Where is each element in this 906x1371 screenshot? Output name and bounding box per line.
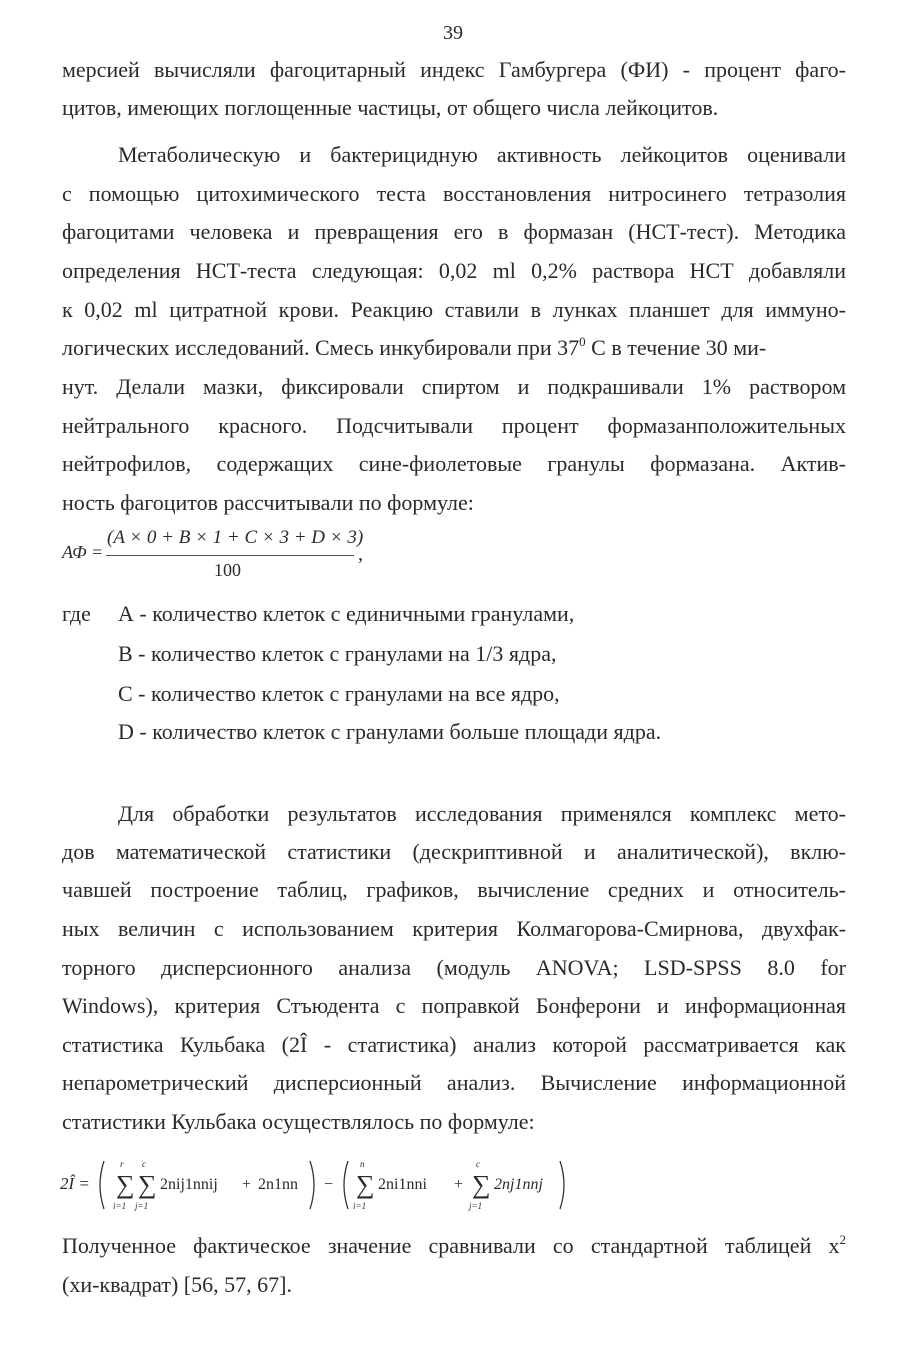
formula-denominator: 100 <box>214 560 241 580</box>
left-paren <box>344 1161 348 1209</box>
formula-kullback <box>60 1155 580 1215</box>
text-line: с помощью цитохимического теста восстановления нитросинего тетразолия <box>62 181 846 206</box>
fraction-bar <box>106 555 354 556</box>
text-line: (хи-квадрат) [56, 57, 67]. <box>62 1272 292 1297</box>
text-line: Windows), критерия Стъюдента с поправкой Бонферони и информационная <box>62 993 846 1018</box>
text-line: мерсией вычисляли фагоцитарный индекс Гамбургера (ФИ) - процент фаго- <box>62 57 846 82</box>
text-line: Для обработки результатов исследования применялся комплекс мето- <box>118 801 846 826</box>
text-line: определения НСТ-теста следующая: 0,02 ml 0,2% раствора НСТ добавляли <box>62 258 846 283</box>
text-line: ность фагоцитов рассчитывали по формуле: <box>62 490 474 515</box>
legend-item-c: С - количество клеток с гранулами на все ядро, <box>118 681 560 706</box>
page-number: 39 <box>443 22 463 44</box>
text-run: логических исследований. Смесь инкубировали при 37 <box>62 335 580 360</box>
text-line <box>62 334 846 362</box>
sum-symbol: ∑ <box>138 1170 157 1199</box>
formula-lhs: 2Î = <box>60 1174 90 1193</box>
formula-operator: − <box>324 1176 334 1193</box>
formula-numerator: (A × 0 + B × 1 + C × 3 + D × 3) <box>107 527 364 548</box>
legend-item-b: В - количество клеток с гранулами на 1/3 ядра, <box>118 641 557 666</box>
formula-term: 2n1nn <box>258 1176 298 1193</box>
text-line: нейтрального красного. Подсчитывали процент формазанположительных <box>62 413 846 438</box>
legend-where: где <box>62 601 91 626</box>
text-line: непарометрический дисперсионный анализ. Вычисление информационной <box>62 1070 846 1095</box>
right-paren <box>560 1161 564 1209</box>
sum-upper: c <box>476 1159 480 1169</box>
text-line: чавшей построение таблиц, графиков, вычисление средних и относитель- <box>62 877 846 902</box>
formula-af <box>62 525 382 585</box>
formula-comma: , <box>358 543 363 565</box>
sum-symbol: ∑ <box>356 1170 375 1199</box>
sum-upper: n <box>360 1159 365 1169</box>
formula-operator: + <box>454 1176 464 1193</box>
text-line: Метаболическую и бактерицидную активность лейкоцитов оценивали <box>118 142 846 167</box>
sum-symbol: ∑ <box>472 1170 491 1199</box>
formula-lhs: АФ = <box>62 542 104 562</box>
sum-lower: i=1 <box>113 1201 127 1211</box>
legend-item-a: А - количество клеток с единичными гранулами, <box>118 601 575 626</box>
formula-term: 2nij1nnij <box>160 1176 218 1193</box>
text-line <box>62 1232 846 1260</box>
sum-upper: c <box>142 1159 146 1169</box>
text-line: ных величин с использованием критерия Колмагорова-Смирнова, двухфак- <box>62 916 846 941</box>
text-line: статистики Кульбака осуществлялось по формуле: <box>62 1109 535 1134</box>
sum-lower: i=1 <box>353 1201 367 1211</box>
text-line: цитов, имеющих поглощенные частицы, от общего числа лейкоцитов. <box>62 95 719 120</box>
text-line: статистика Кульбака (2Î - статистика) анализ которой рассматривается как <box>62 1032 846 1057</box>
left-paren <box>100 1161 104 1209</box>
text-line: фагоцитами человека и превращения его в формазан (НСТ-тест). Методика <box>62 219 846 244</box>
sum-upper: r <box>120 1159 124 1169</box>
formula-term: 2nj1nnj <box>494 1176 543 1193</box>
sum-lower: j=1 <box>135 1201 149 1211</box>
text-run: С в течение 30 ми- <box>585 335 767 360</box>
superscript: 2 <box>839 1232 846 1247</box>
legend-item-d: D - количество клеток с гранулами больше площади ядра. <box>118 719 662 744</box>
text-line: дов математической статистики (дескриптивной и аналитической), вклю- <box>62 839 846 864</box>
sum-lower: j=1 <box>469 1201 483 1211</box>
sum-symbol: ∑ <box>116 1170 135 1199</box>
text-line: нейтрофилов, содержащих сине-фиолетовые гранулы формазана. Актив- <box>62 451 846 476</box>
superscript: 0 <box>579 334 586 349</box>
text-line: к 0,02 ml цитратной крови. Реакцию ставили в лунках планшет для иммуно- <box>62 297 846 322</box>
text-line: торного дисперсионного анализа (модуль ANOVA; LSD-SPSS 8.0 for <box>62 955 846 980</box>
text-line: нут. Делали мазки, фиксировали спиртом и подкрашивали 1% раствором <box>62 374 846 399</box>
right-paren <box>310 1161 314 1209</box>
formula-operator: + <box>242 1176 252 1193</box>
text-run: Полученное фактическое значение сравнивали со стандартной таблицей x <box>62 1233 840 1258</box>
formula-term: 2ni1nni <box>378 1176 427 1193</box>
